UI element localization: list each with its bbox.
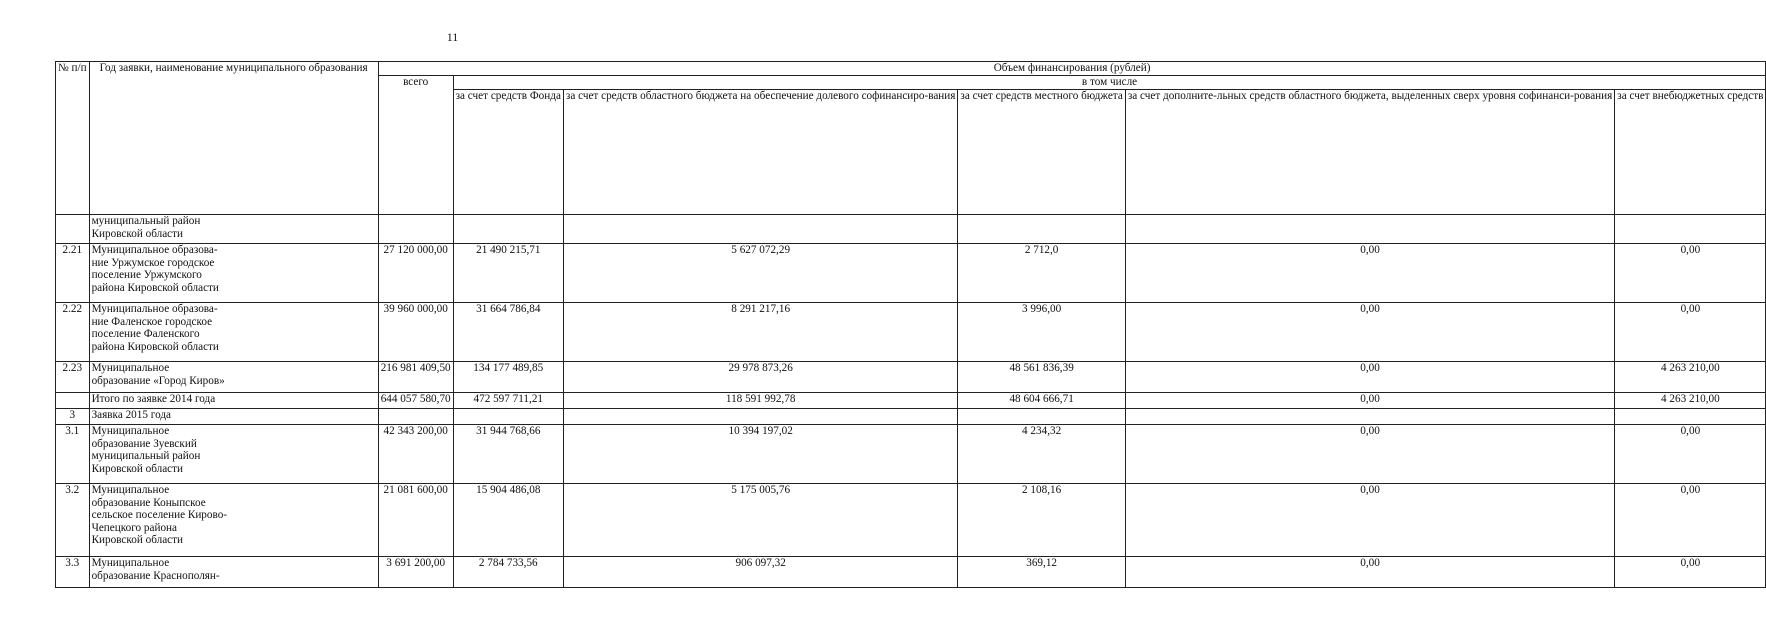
row-number: 3.3 xyxy=(56,557,90,588)
cell-local: 4 234,32 xyxy=(958,425,1125,484)
row-name-line: образование Коныпское xyxy=(91,496,206,509)
table-row xyxy=(56,215,1766,244)
row-name-line: Муниципальное xyxy=(91,425,170,437)
row-name-line: Чепецкого района xyxy=(91,521,177,534)
cell-total: 216 981 409,50 xyxy=(378,362,453,393)
row-name-line: поселение Фаленского xyxy=(91,328,200,341)
row-name-line: Муниципальное xyxy=(91,362,170,374)
cell-fund xyxy=(453,409,563,425)
row-name xyxy=(89,362,378,393)
cell-extra: 4 263 210,00 xyxy=(1615,362,1766,393)
row-number xyxy=(56,215,90,244)
cell-total: 644 057 580,70 xyxy=(378,393,453,409)
row-name xyxy=(89,303,378,362)
row-name-line: Кировской области xyxy=(91,534,184,547)
row-name-line: образование Краснополян- xyxy=(91,569,220,582)
row-number: 3.1 xyxy=(56,425,90,484)
financing-table xyxy=(55,61,1766,588)
row-name-line: муниципальный район xyxy=(91,215,201,227)
cell-additional xyxy=(1125,409,1614,425)
row-number: 3 xyxy=(56,409,90,425)
cell-local xyxy=(958,409,1125,425)
cell-regional: 5 627 072,29 xyxy=(563,244,958,303)
cell-local: 2 108,16 xyxy=(958,484,1125,557)
row-name-line: сельское поселение Кирово- xyxy=(91,509,228,522)
cell-local xyxy=(958,215,1125,244)
cell-fund: 31 944 768,66 xyxy=(453,425,563,484)
cell-additional: 0,00 xyxy=(1125,425,1614,484)
cell-additional: 0,00 xyxy=(1125,557,1614,588)
row-name xyxy=(89,244,378,303)
header-extra: за счет внебюджетных средств xyxy=(1615,90,1766,215)
header-local: за счет средств местного бюджета xyxy=(958,90,1125,215)
row-name-line: образование Зуевский xyxy=(91,437,197,450)
cell-extra: 0,00 xyxy=(1615,425,1766,484)
cell-local: 2 712,0 xyxy=(958,244,1125,303)
table-row xyxy=(56,557,1766,588)
header-fund: за счет средств Фонда xyxy=(453,90,563,215)
table-row xyxy=(56,303,1766,362)
cell-total: 39 960 000,00 xyxy=(378,303,453,362)
cell-local: 369,12 xyxy=(958,557,1125,588)
cell-local: 3 996,00 xyxy=(958,303,1125,362)
row-name-line: района Кировской области xyxy=(91,281,219,294)
cell-additional xyxy=(1125,215,1614,244)
header-regional: за счет средств областного бюджета на обеспечение долевого софинансиро-вания xyxy=(563,90,958,215)
table-row xyxy=(56,484,1766,557)
cell-fund: 31 664 786,84 xyxy=(453,303,563,362)
header-group-title: Объем финансирования (рублей) xyxy=(378,62,1766,76)
cell-fund xyxy=(453,215,563,244)
cell-regional xyxy=(563,215,958,244)
cell-fund: 21 490 215,71 xyxy=(453,244,563,303)
cell-total: 3 691 200,00 xyxy=(378,557,453,588)
cell-regional: 29 978 873,26 xyxy=(563,362,958,393)
page-number: 11 xyxy=(446,30,459,44)
cell-fund: 2 784 733,56 xyxy=(453,557,563,588)
row-name-line: муниципальный район xyxy=(91,450,201,463)
row-name-line: образование «Город Киров» xyxy=(91,374,225,387)
cell-additional: 0,00 xyxy=(1125,484,1614,557)
row-name xyxy=(89,409,378,425)
cell-additional: 0,00 xyxy=(1125,244,1614,303)
cell-extra xyxy=(1615,409,1766,425)
row-name-line: ние Уржумское городское xyxy=(91,256,215,269)
cell-extra: 0,00 xyxy=(1615,244,1766,303)
row-name-line: Итого по заявке 2014 года xyxy=(91,393,216,405)
cell-extra: 0,00 xyxy=(1615,303,1766,362)
row-name xyxy=(89,215,378,244)
row-number: 2.22 xyxy=(56,303,90,362)
table-row xyxy=(56,425,1766,484)
row-number xyxy=(56,393,90,409)
row-name-line: Кировской области xyxy=(91,462,184,475)
header-total: всего xyxy=(378,76,453,215)
cell-additional: 0,00 xyxy=(1125,303,1614,362)
header-additional: за счет дополните-льных средств областного бюджета, выделенных сверх уровня софинанси-рования xyxy=(1125,90,1614,215)
row-name-line: Заявка 2015 года xyxy=(91,409,171,421)
row-name-line: ние Фаленское городское xyxy=(91,315,213,328)
cell-fund: 15 904 486,08 xyxy=(453,484,563,557)
row-number: 3.2 xyxy=(56,484,90,557)
row-name-line: Муниципальное образова- xyxy=(91,244,218,256)
row-name xyxy=(89,425,378,484)
cell-total xyxy=(378,409,453,425)
row-name xyxy=(89,557,378,588)
row-name-line: Муниципальное xyxy=(91,557,170,569)
row-number: 2.23 xyxy=(56,362,90,393)
cell-fund: 134 177 489,85 xyxy=(453,362,563,393)
row-name xyxy=(89,484,378,557)
cell-total: 21 081 600,00 xyxy=(378,484,453,557)
cell-extra: 4 263 210,00 xyxy=(1615,393,1766,409)
section-row xyxy=(56,409,1766,425)
cell-regional: 10 394 197,02 xyxy=(563,425,958,484)
row-name-line: поселение Уржумского xyxy=(91,269,202,282)
cell-extra xyxy=(1615,215,1766,244)
cell-fund: 472 597 711,21 xyxy=(453,393,563,409)
row-number: 2.21 xyxy=(56,244,90,303)
cell-extra: 0,00 xyxy=(1615,484,1766,557)
row-name-line: Муниципальное образова- xyxy=(91,303,218,315)
header-name: Год заявки, наименование муниципального образования xyxy=(89,62,378,215)
cell-local: 48 561 836,39 xyxy=(958,362,1125,393)
row-name-line: Муниципальное xyxy=(91,484,170,496)
header-subgroup: в том числе xyxy=(453,76,1766,90)
row-name-line: района Кировской области xyxy=(91,340,219,353)
cell-additional: 0,00 xyxy=(1125,362,1614,393)
cell-regional: 8 291 217,16 xyxy=(563,303,958,362)
table-row xyxy=(56,244,1766,303)
cell-total: 42 343 200,00 xyxy=(378,425,453,484)
cell-regional xyxy=(563,409,958,425)
cell-local: 48 604 666,71 xyxy=(958,393,1125,409)
cell-total: 27 120 000,00 xyxy=(378,244,453,303)
cell-regional: 5 175 005,76 xyxy=(563,484,958,557)
row-name-line: Кировской области xyxy=(91,227,184,240)
table-row xyxy=(56,362,1766,393)
cell-regional: 118 591 992,78 xyxy=(563,393,958,409)
cell-extra: 0,00 xyxy=(1615,557,1766,588)
cell-total xyxy=(378,215,453,244)
header-num: № п/п xyxy=(56,62,90,215)
cell-additional: 0,00 xyxy=(1125,393,1614,409)
row-name xyxy=(89,393,378,409)
table-row xyxy=(56,393,1766,409)
cell-regional: 906 097,32 xyxy=(563,557,958,588)
